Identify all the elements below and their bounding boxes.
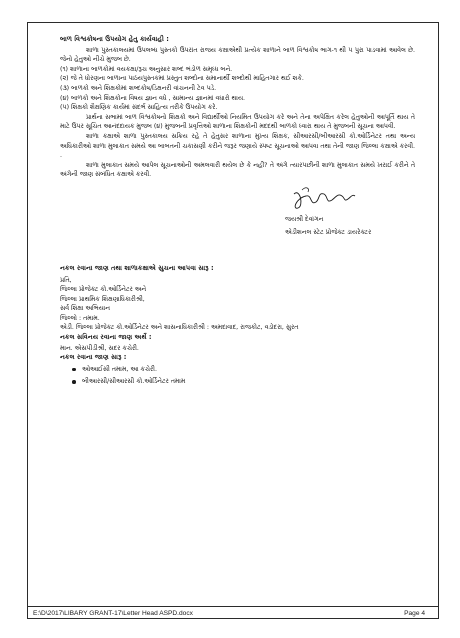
list-item-text: બીઆરસી/સીઆરસી કો.ઓર્ડિનેટર તમામ [82, 378, 186, 386]
section-heading: બાળ વિશ્વકોષના ઉપયોગ હેતુ કાર્યવાહી : [60, 35, 169, 43]
recipient-line: જિલ્લો : તમામ. [60, 314, 100, 322]
bullet-icon [72, 368, 76, 372]
list-item-text: ઓઆઈસી તમામ, આ કચેરી. [82, 365, 157, 373]
recipient-line: સર્વ શિક્ષા અભિયાન [60, 305, 110, 313]
page-footer [27, 606, 439, 620]
handwritten-signature [288, 184, 358, 212]
letter-body [60, 35, 415, 390]
info-copy-heading: નકલ રવાના જાણ સારૂ : [60, 353, 127, 362]
recipient-line: પ્રતિ, [60, 276, 72, 284]
prayer-paragraph: પ્રાર્થના સભામાં બાળ વિશ્વકોષનો શિક્ષકો અને વિદ્યાર્થીઓ નિયમિત ઉપયોગ કરે અને તેના અપેક્ષિત કરેલ હેતુઓની આપૂર્તિ થાય તે માટે ઉપર સૂચિત આનંદદાયક મુજબ (૪) મુજબની પ્રવૃત્તિઓ શાળાના શિક્ષકોની મદદથી બાળકો ધ્વારા થાય તે મુજબની સૂચના આપવી. [60, 113, 415, 131]
library-paragraph: શાળા કક્ષાએ શાળા પુસ્તકાલય સક્રિય રહે તે હેતુસર શાળાના મુખ્ય શિક્ષક, સીઆરસી/બીઆરસી કો.ઓર્ડિનેટર તથા અન્ય અધિકારીઓ શાળા મુલાકાત સમયે આ બાબતની ચકાસણી કરીને જરૂર જણાયે સ્પષ્ટ સૂચનાઓ આપવા તથા તેની જાણ જિલ્લા કક્ષાએ કરવી. . [60, 132, 415, 160]
footer-page-number: Page 4 [404, 610, 425, 617]
footer-file-path: E:\D\2017\LIBARY GRANT-17\Letter Head ASPD.docx [33, 610, 193, 617]
objective-item: (૫) શિક્ષકો શૈક્ષણિક કાર્યમાં સંદર્ભ સાહિત્ય તરીકે ઉપયોગ કરે. [60, 104, 218, 112]
signatory-title: એડીશનલ સ્ટેટ પ્રોજેક્ટ ડાયરેક્ટર [285, 228, 372, 236]
intro-paragraph: શાળા પુસ્તકાલયમાં ઉપલબ્ધ પુસ્તકો ઉપરાંત રાજય કક્ષાએથી પ્રત્યેક શાળાને બાળ વિશ્વકોષ ભાગ-૧ થી ૫ પુરા પાડવામાં આવેલ છે. જેનો હેતુઓ નીચે મુજબ છે. [60, 46, 415, 64]
distribution-heading: નકલ રવાના જાણ તથા શાળાકક્ષાએ સુચના આપવા સારૂ : [60, 263, 214, 272]
respectful-copy-heading: નકલ સવિનય રવાના જાણ અર્થે : [60, 333, 152, 342]
info-copy-list [60, 365, 415, 387]
bullet-icon [72, 380, 76, 384]
respectful-copy-recipient: માન. એસપીડીશ્રી, સદર કચેરી. [60, 344, 139, 352]
signatory-name: જયશ્રી દેવાંગન [285, 215, 324, 223]
objective-item: (૪) બાળકો અને શિક્ષકોના વિષય જ્ઞાન વધે , સામાન્ય જ્ઞાનમાં વધારો થાય. [60, 94, 246, 102]
recipient-line: એડી. જિલ્લા પ્રોજેક્ટ કો.ઓર્ડિનેટર અને શાસનાધિકારીશ્રી : અમદાવાદ, રાજકોટ, વડોદરા, સુરત [60, 324, 299, 332]
objective-item: (૩) બાળકો અને શિક્ષકોમાં શબ્દકોષ/ડિક્ષનરી વાંચનની ટેવ પડે. [60, 84, 217, 92]
recipient-line: જિલ્લા પ્રોજેક્ટ કો.ઓર્ડિનેટર અને [60, 286, 147, 294]
objective-item: (૧) શાળાના બાળકોમાં વયકક્ષા/રૂચ અનુસાર શબ્દ ભંડોળ સમૃધ્ધ બને. [60, 65, 233, 73]
recipient-line: જિલ્લા પ્રાથમિક શિક્ષણાધિકારીશ્રી, [60, 295, 145, 303]
objective-item: (૨) જે તે ધોરણના બાળાના પાઠયપુસ્તકમાં પ્રસ્તુત શબ્દોના સમાનાર્થી શબ્દોથી માહિતગાર થઈ શકે. [60, 75, 304, 83]
list-item [82, 377, 415, 387]
list-item [82, 365, 415, 375]
visit-paragraph: શાળા મુલાકાત સમયે આપેલ સૂચનાઓની અમલવારી થયેલ છે કે નહીં? તે અંગે ત્યારપછીની શાળા મુલાકાત સમયે ખરાઈ કરીને તે અંગેની જાણ સંબંધિત કક્ષાએ કરવી. [60, 161, 415, 179]
signature-block [60, 180, 415, 250]
